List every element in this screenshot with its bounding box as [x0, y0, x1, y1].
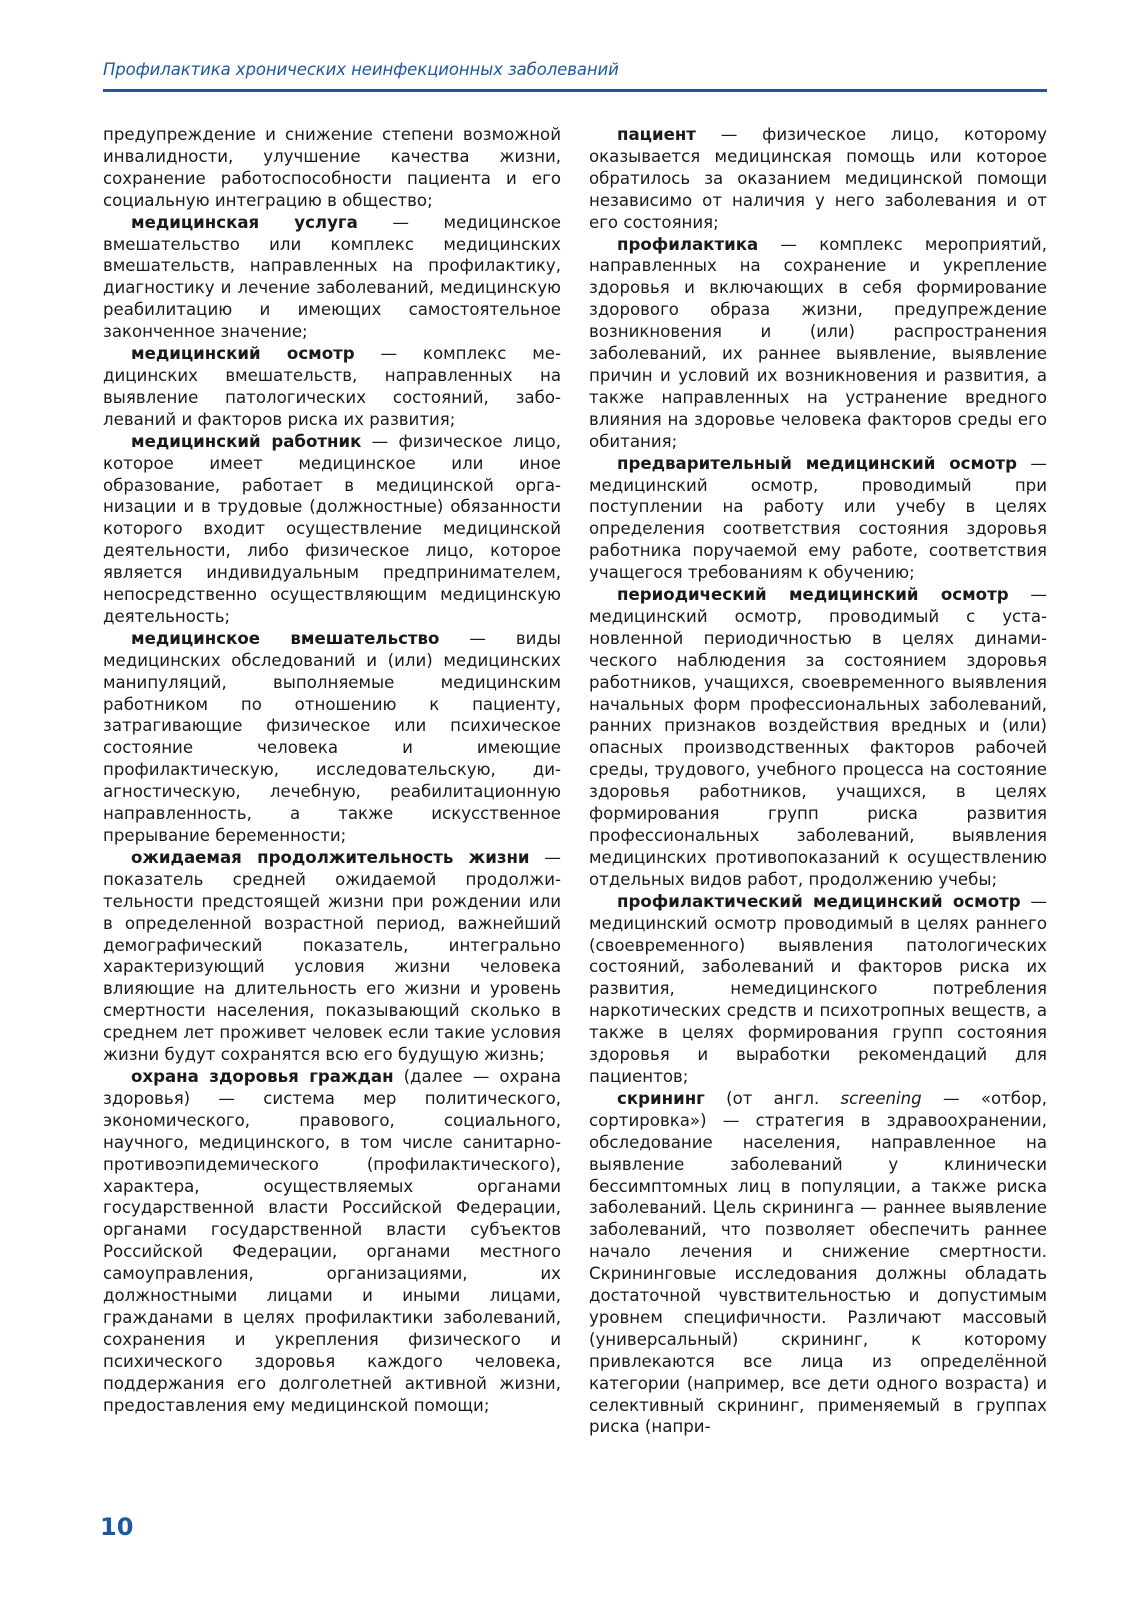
- definition-term: периодический медицинский осмотр: [617, 585, 1009, 605]
- definition-term: скрининг: [617, 1088, 705, 1108]
- definition-entry: [103, 1066, 561, 1417]
- definition-entry: [589, 234, 1047, 453]
- foreign-term: screening: [840, 1088, 922, 1108]
- definition-text: — показатель средней ожидаемой продолжительности предстоящей жизни при рождении или в определенной возрастной период, важнейший демографический показатель, интегрально характеризующий условия жизни человека влияющие на длительность его жизни и уровень смертности населения, показывающий сколько в среднем лет проживет человек если такие условия жизни будут сохранятся всю его будущую жизнь;: [103, 847, 562, 1065]
- definition-entry-screening: [589, 1088, 1047, 1439]
- definition-text: — физическое лицо, которому оказывается медицинская помощь или которое обратилось за оказанием медицинской помощи независимо от наличия у него заболевания и от его состояния;: [589, 125, 1047, 232]
- definition-term: медицинский осмотр: [131, 344, 355, 364]
- definition-text: — «отбор, сортировка») — стратегия в здравоохранении, обследование населения, направленное на выявление заболеваний у клинически бессимптомных лиц в популяции, а также риска заболеваний. Цель скрининга — раннее выявление заболеваний, что позволяет обеспечить раннее начало лечения и снижение смертности. Скрининговые исследования должны обладать достаточной чувствительностью и допустимым уровнем специфичности. Различают массовый (универсальный) скрининг, к которому привлекаются все лица из определённой категории (например, все дети одного возраста) и селективный скрининг, применяемый в группах риска (напри-: [589, 1088, 1047, 1437]
- definition-term: предварительный медицинский осмотр: [617, 453, 1017, 473]
- definition-entry: [589, 453, 1047, 584]
- definition-entry: [589, 584, 1047, 891]
- definition-term: медицинский работник: [131, 431, 362, 451]
- definition-text: — комплекс медицинских вмешательств, направленных на выявление патологических состояний, заболеваний и факторов риска их развития;: [103, 344, 561, 429]
- continued-paragraph: предупреждение и снижение степени возможной инвалидности, улучшение качества жизни, сохранение работоспособности пациента и его социальную интеграцию в общество;: [103, 125, 561, 210]
- definition-text: — комплекс мероприятий, направленных на сохранение и укрепление здоровья и включающих в себя формирование здорового образа жизни, предупреждение возникновения и (или) распространения заболеваний, их раннее выявление, выявление причин и условий их возникновения и развития, а также направленных на устранение вредного влияния на здоровье человека факторов среды его обитания;: [589, 234, 1047, 451]
- definition-text: — медицинский осмотр, проводимый с установленной периодичностью в целях динамического наблюдения за состоянием здоровья работников, учащихся, своевременного выявления начальных форм профессиональных заболеваний, ранних признаков воздействия вредных и (или) опасных производственных факторов рабочей среды, трудового, учебного процесса на состояние здоровья работников, учащихся, в целях формирования групп риска развития профессиональных заболеваний, выявления медицинских противопоказаний к осуществлению отдельных видов работ, продолжению учебы;: [589, 585, 1047, 889]
- definition-entry: [589, 891, 1047, 1088]
- page-number: 10: [100, 1513, 134, 1541]
- definition-term: охрана здоровья граждан: [131, 1066, 394, 1086]
- definition-entry: [103, 847, 561, 1066]
- definition-term: профилактический медицинский осмотр: [617, 891, 1021, 911]
- right-column: [589, 124, 1047, 1438]
- running-header-title: Профилактика хронических неинфекционных заболеваний: [103, 60, 619, 79]
- definition-text: — медицинский осмотр, проводимый при поступлении на работу или учебу в целях определения соответствия состояния здоровья работника поручаемой ему работе, соответствия учащегося требованиям к обучению;: [589, 453, 1047, 583]
- definition-text: — виды медицинских обследований и (или) медицинских манипуляций, выполняемые медицинским работником по отношению к пациенту, затрагивающие физическое или психическое состояние человека и имеющие профилактическую, исследовательскую, диагностическую, лечебную, реабилитационную направленность, а также искусственное прерывание беременности;: [103, 628, 561, 845]
- definition-term: профилактика: [617, 234, 759, 254]
- definition-entry: [103, 628, 561, 847]
- definition-term: ожидаемая продолжительность жизни: [131, 847, 530, 867]
- definition-entry: [103, 212, 561, 343]
- definition-text: — медицинский осмотр проводимый в целях раннего (своевременного) выявления патологических состояний, заболеваний и факторов риска их развития, немедицинского потребления наркотических средств и психотропных веществ, а также в целях формирования групп состояния здоровья и выработки рекомендаций для пациентов;: [589, 891, 1047, 1086]
- header-rule: [103, 89, 1047, 92]
- definition-entry: [103, 343, 561, 431]
- definition-text: (далее — охрана здоровья) — система мер политического, экономического, правового, социального, научного, медицинского, в том числе санитарно-противоэпидемического (профилактического), характера, осуществляемых органами государственной власти Российской Федерации, органами государственной власти субъектов Российской Федерации, органами местного самоуправления, организациями, их должностными лицами и иными лицами, гражданами в целях профилактики заболеваний, сохранения и укрепления физического и психического здоровья каждого человека, поддержания его долголетней активной жизни, предоставления ему медицинской помощи;: [103, 1066, 562, 1415]
- definition-entry: [589, 124, 1047, 234]
- left-column: [103, 124, 561, 1416]
- definition-term: пациент: [617, 125, 696, 144]
- definition-term: медицинская услуга: [131, 212, 358, 232]
- definition-text: — физическое лицо, которое имеет медицинское или иное образование, работает в медицинской организации и в трудовые (должностные) обязанности которого входит осуществление медицинской деятельности, либо физическое лицо, которое является индивидуальным предпринимателем, непосредственно осуществляющим медицинскую деятельность;: [103, 431, 561, 626]
- definition-entry: [103, 431, 561, 628]
- definition-text: (от англ.: [704, 1088, 841, 1108]
- definition-text: — медицинское вмешательство или комплекс медицинских вмешательств, направленных на профилактику, диагностику и лечение заболеваний, медицинскую реабилитацию и имеющих самостоятельное законченное значение;: [103, 212, 561, 342]
- running-header: [103, 60, 1047, 92]
- definition-term: медицинское вмешательство: [131, 628, 440, 648]
